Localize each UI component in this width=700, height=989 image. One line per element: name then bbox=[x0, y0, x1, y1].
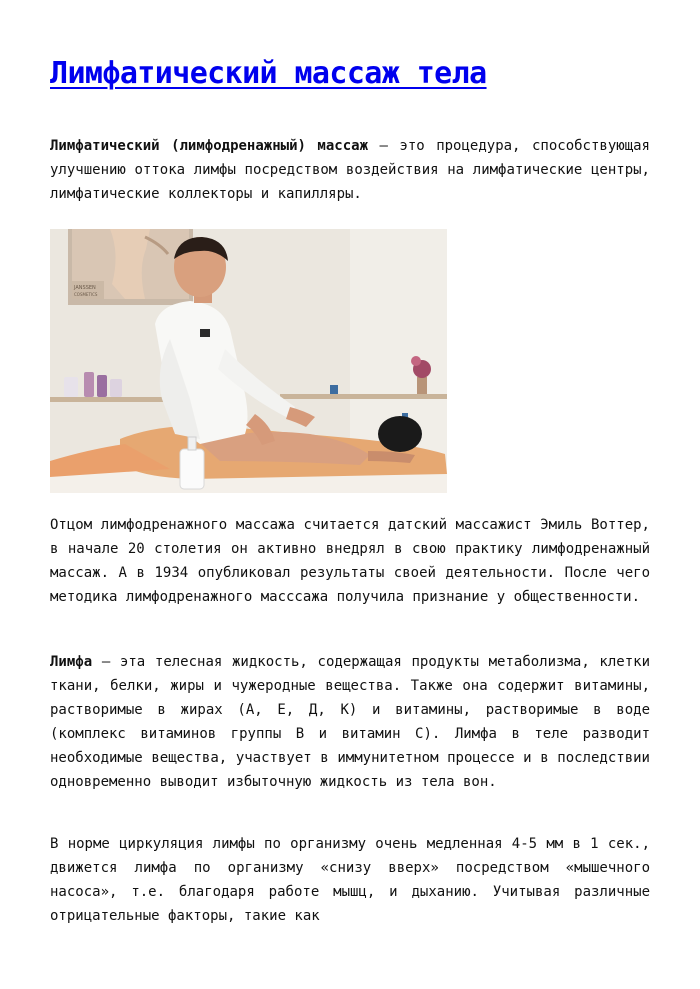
left-shelf bbox=[50, 397, 165, 402]
intro-paragraph bbox=[50, 134, 650, 206]
intro-text: — это процедура, способствующая улучшению оттока лимфы посредством воздействия на лимфатические центры, лимфатические коллекторы и капилляры. bbox=[50, 138, 650, 202]
lymph-definition-paragraph bbox=[50, 650, 650, 794]
circulation-paragraph: В норме циркуляция лимфы по организму очень медленная 4-5 мм в 1 сек., движется лимфа по организму «снизу вверх» посредством «мышечного насоса», т.е. благодаря работе мышц, и дыханию. Учитывая различные отрицательные факторы, такие как bbox=[50, 836, 650, 924]
page-title[interactable]: Лимфатический массаж тела bbox=[50, 56, 487, 91]
poster-brand-line2: COSMETICS bbox=[74, 292, 98, 297]
right-shelf bbox=[280, 394, 447, 399]
history-paragraph: Отцом лимфодренажного массажа считается датский массажист Эмиль Воттер, в начале 20 столетия он активно внедрял в свою практику лимфодренажный массаж. А в 1934 опубликовал результаты своей деятельности. После чего методика лимфодренажного масссажа получила признание у общественности. bbox=[50, 517, 650, 605]
intro-term: Лимфатический (лимфодренажный) массаж bbox=[50, 138, 368, 154]
client-hair bbox=[378, 416, 422, 452]
poster-brand-line1: JANSSEN bbox=[74, 285, 96, 291]
lymph-definition-text: — эта телесная жидкость, содержащая продукты метаболизма, клетки ткани, белки, жиры и чужеродные вещества. Также она содержит витамины, растворимые в жирах (А, Е, Д, К) и витамины, растворимые в воде (комплекс витаминов группы В и витамин С). Лимфа в теле разводит необходимые вещества, участвует в иммунитетном процессе и в последствии одновременно выводит избыточную жидкость из тела вон. bbox=[50, 654, 650, 790]
lotion-bottle bbox=[180, 449, 204, 489]
lymph-term: Лимфа bbox=[50, 654, 93, 670]
massage-photo bbox=[50, 229, 447, 493]
